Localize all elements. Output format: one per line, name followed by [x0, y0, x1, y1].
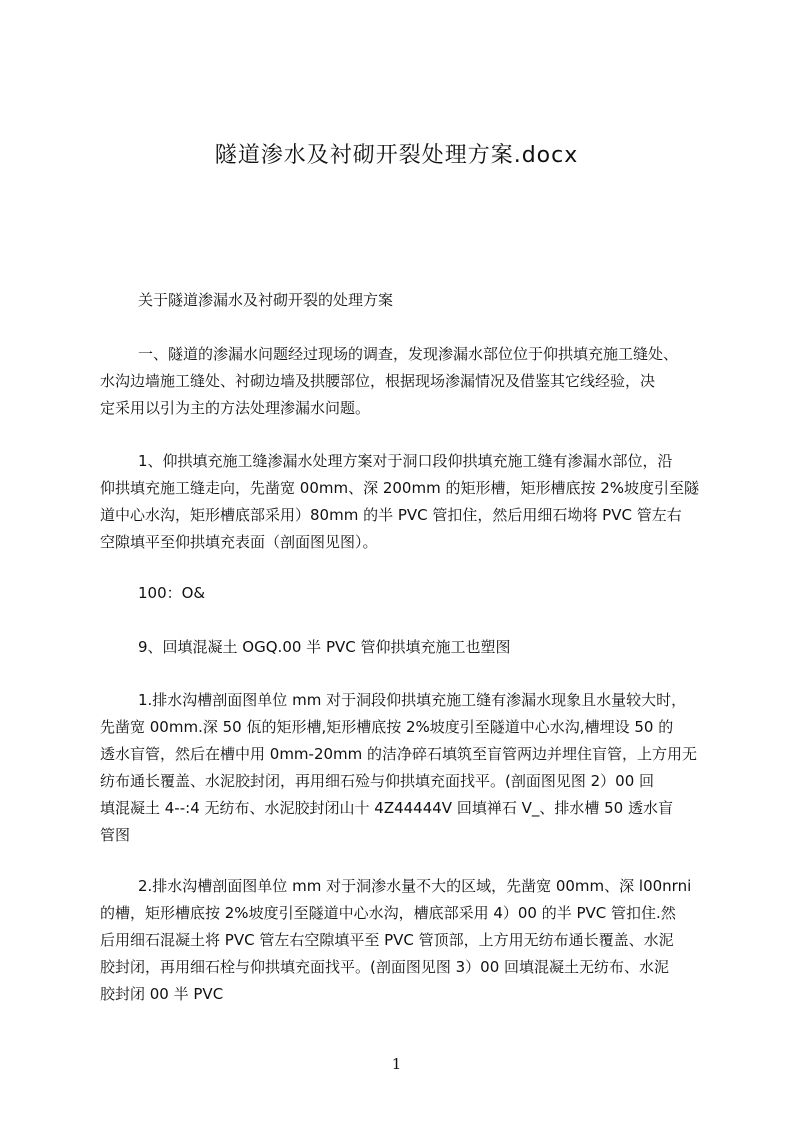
paragraph-line: 胶封闭，再用细石栓与仰拱填充面找平。(剖面图见图 3）00 回填混凝土无纺布、水泥 — [100, 958, 670, 976]
paragraph-line: 仰拱填充施工缝走向，先凿宽 00mm、深 200mm 的矩形槽，矩形槽底按 2%坡度引至隧 — [100, 479, 700, 497]
paragraph-line: 后用细石混凝土将 PVC 管左右空隙填平至 PVC 管顶部，上方用无纺布通长覆盖、水泥 — [100, 931, 674, 949]
paragraph-line: 道中心水沟，矩形槽底部采用）80mm 的半 PVC 管扣住，然后用细石坳将 PVC 管左右 — [100, 506, 682, 524]
paragraph-3 — [100, 873, 710, 1008]
page-number: 1 — [391, 1055, 402, 1073]
paragraph-line: 定采用以引为主的方法处理渗漏水问题。 — [100, 399, 371, 417]
heading-block — [100, 287, 710, 314]
document-title: 隧道渗水及衬砌开裂处理方案.docx — [214, 143, 579, 168]
paragraph-2 — [100, 687, 710, 849]
paragraph-line: 9、回填混凝土 OGQ.00 半 PVC 管仰拱填充施工也塑图 — [138, 638, 511, 656]
paragraph-line: 填混凝土 4--:4 无纺布、水泥胶封闭山十 4Z44444V 回填禅石 V_、排水槽 50 透水盲 — [100, 799, 673, 817]
paragraph-line: 1.排水沟槽剖面图单位 mm 对于洞段仰拱填充施工缝有渗漏水现象且水量较大时， — [138, 691, 687, 709]
paragraph-line: 2.排水沟槽剖面图单位 mm 对于洞渗水量不大的区域，先凿宽 00mm、深 l00nrni — [138, 877, 692, 895]
paragraph-line: 一、隧道的渗漏水问题经过现场的调查，发现渗漏水部位位于仰拱填充施工缝处、 — [138, 345, 679, 363]
paragraph-line: 的槽，矩形槽底按 2%坡度引至隧道中心水沟，槽底部采用 4）00 的半 PVC 管扣住.然 — [100, 904, 676, 922]
paragraph-line: 1、仰拱填充施工缝渗漏水处理方案对于洞口段仰拱填充施工缝有渗漏水部位，沿 — [138, 452, 673, 470]
paragraph-line: 先凿宽 00mm.深 50 佤的矩形槽,矩形槽底按 2%坡度引至隧道中心水沟,槽埋设 50 的 — [100, 718, 674, 736]
paragraph-1 — [100, 448, 710, 556]
figure-text-100 — [100, 580, 710, 607]
document-heading: 关于隧道渗漏水及衬砌开裂的处理方案 — [138, 291, 394, 309]
paragraph-line: 胶封闭 00 半 PVC — [100, 985, 224, 1003]
paragraph-line: 空隙填平至仰拱填充表面（剖面图见图）。 — [100, 533, 378, 551]
paragraph-line: 管图 — [100, 826, 131, 844]
figure-caption-9 — [100, 634, 710, 661]
paragraph-line: 水沟边墙施工缝处、衬砌边墙及拱腰部位，根据现场渗漏情况及借鉴其它线经验，决 — [100, 372, 656, 390]
paragraph-line: 100：O& — [138, 584, 206, 602]
paragraph-line: 纺布通长覆盖、水泥胶封闭，再用细石殓与仰拱填充面找平。(剖面图见图 2）00 回 — [100, 772, 655, 790]
section-1-paragraph — [100, 341, 710, 422]
paragraph-line: 透水盲管，然后在槽中用 0mm-20mm 的洁净碎石填筑至盲管两边并埋住盲管，上方用无 — [100, 745, 698, 763]
